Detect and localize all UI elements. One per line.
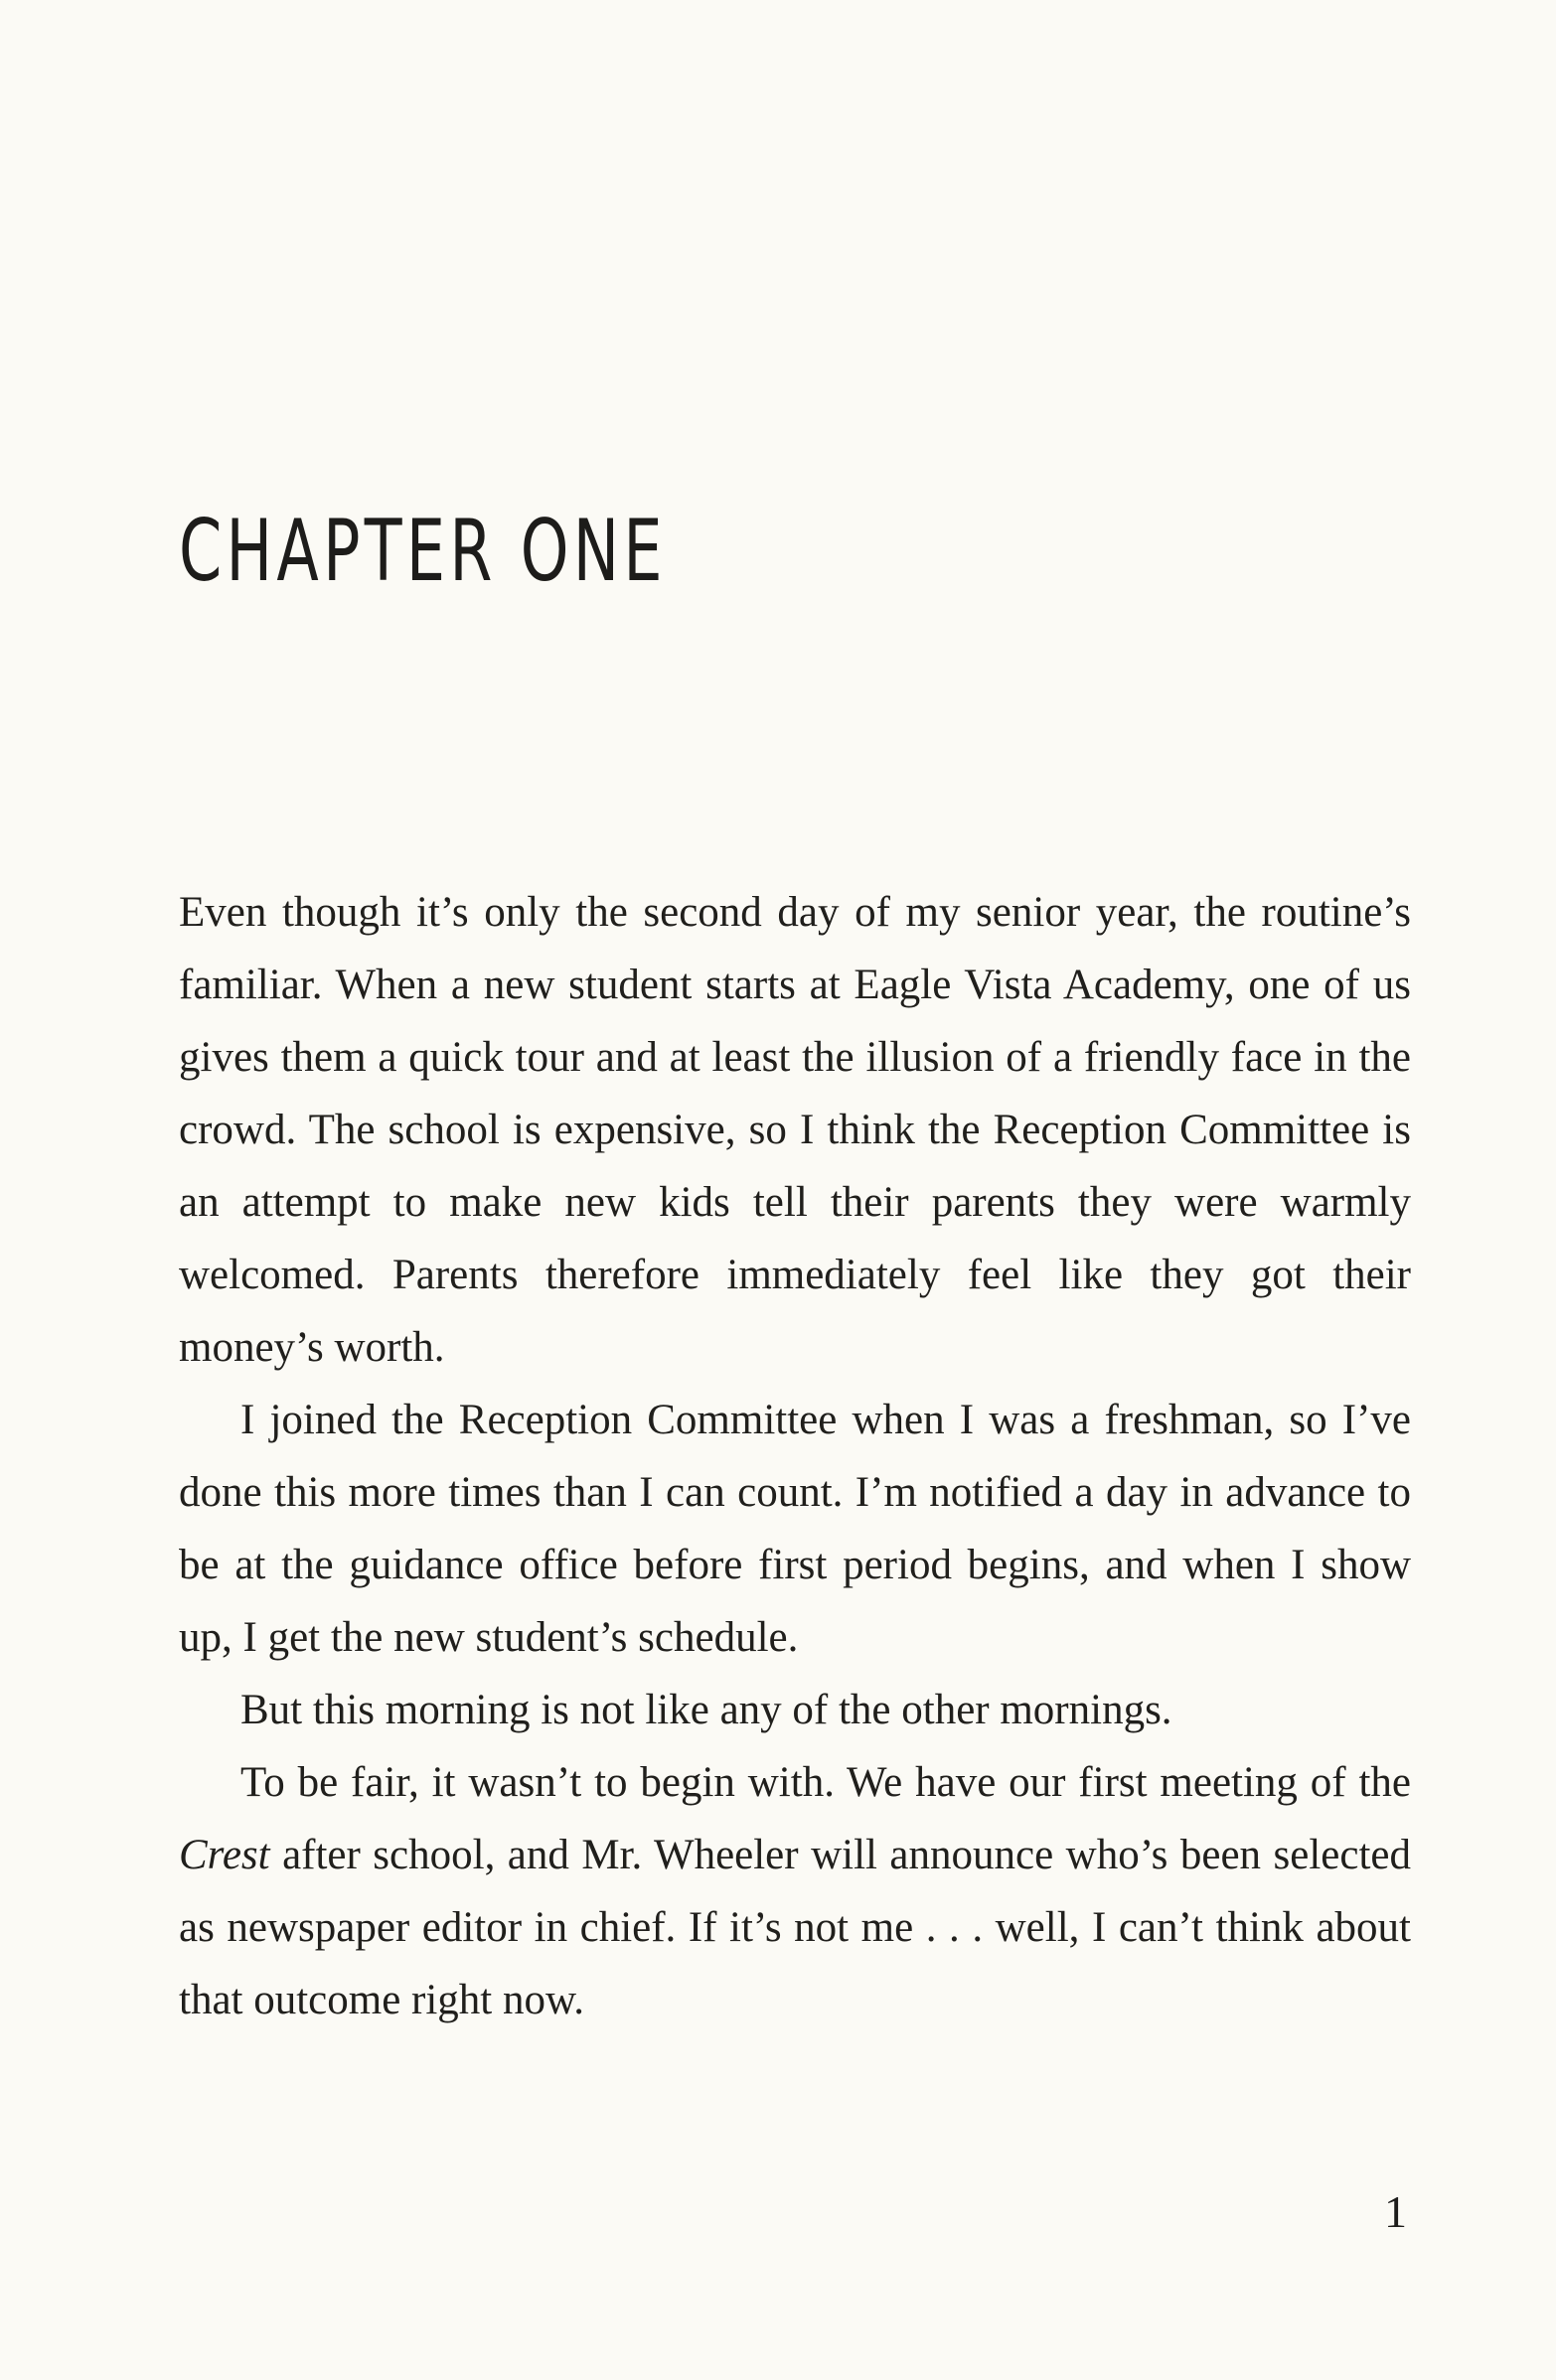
paragraph-3: But this morning is not like any of the other mornings. <box>240 1687 1172 1733</box>
paragraph-2: I joined the Reception Committee when I was a freshman, so I’ve done this more times than I can count. I’m notified a day in advance to be at the guidance office before first period begins, and when I show up, I get the new student’s schedule. <box>179 1397 1411 1661</box>
paragraph-1: Even though it’s only the second day of my senior year, the routine’s familiar. When a new student starts at Eagle Vista Academy, one of us gives them a quick tour and at least the illusion of a friendly face in the crowd. The school is expensive, so I think the Reception Committee is an attempt to make new kids tell their parents they were warmly welcomed. Parents therefore immediately feel like they got their money’s worth. <box>179 889 1411 1371</box>
publication-name: Crest <box>179 1832 270 1878</box>
paragraph-4-after: after school, and Mr. Wheeler will announce who’s been selected as newspaper editor in chief. If it’s not me . . . well, I can’t think about that outcome right now. <box>179 1832 1411 2023</box>
paragraph-4-before: To be fair, it wasn’t to begin with. We have our first meeting of the <box>240 1759 1411 1806</box>
page-number: 1 <box>1384 2186 1407 2237</box>
chapter-title: CHAPTER ONE <box>179 502 667 601</box>
paragraph-4 <box>179 1746 1411 2036</box>
chapter-body <box>179 876 1411 2036</box>
